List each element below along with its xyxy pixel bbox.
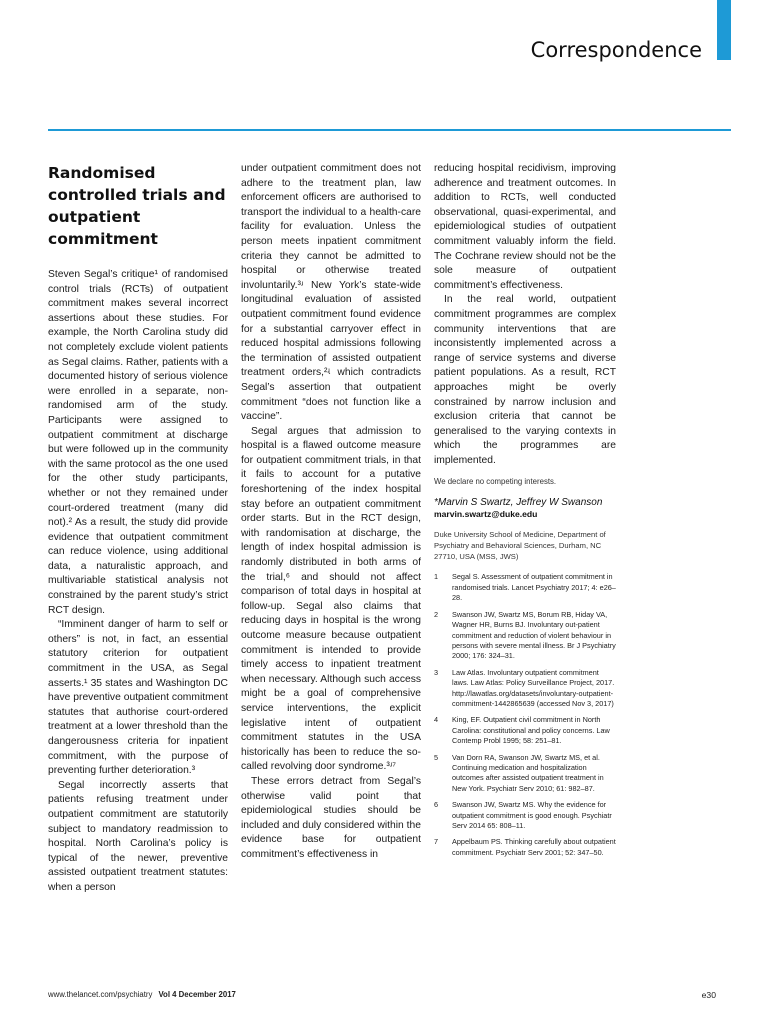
reference-item (434, 800, 616, 831)
paragraph: reducing hospital recidivism, improving adherence and treatment outcomes. In addition to RCTs, well conducted observational, quasi-experimental, and epidemiological studies of outpatient commitment valuably inform the field. The Cochrane review should not be the sole measure of outpatient commitment’s effectiveness. (434, 163, 616, 291)
reference-text: Van Dorn RA, Swanson JW, Swartz MS, et al. Continuing medication and hospitalization outcomes after assisted outpatient treatment in New York. Psychiatr Serv 2010; 61: 982–87. (452, 752, 604, 793)
author-email[interactable]: marvin.swartz@duke.edu (434, 509, 538, 520)
article-title: Randomised controlled trials and outpatient commitment (48, 164, 226, 248)
volume-issue: Vol 4 December 2017 (158, 990, 236, 999)
reference-item (434, 715, 616, 746)
reference-text: Law Atlas. Involuntary outpatient commitment laws. Law Atlas: Policy Surveillance Project, 2017. http://lawatlas.org/datasets/involuntary-outpatient-commitment-1442865639 (accessed Nov 3, 2017) (452, 667, 615, 708)
paragraph: Segal argues that admission to hospital is a flawed outcome measure for outpatient commitment trials, in that it fails to account for a putative foreshortening of the index hospital stay before an outpatient commitment order starts. But in the RCT design, with randomisation at discharge, the length of index hospital admission is randomly distributed in both arms of the trial,⁶ and should not affect comparison of total days in hospital at follow-up. Segal also claims that reducing days in hospital is the wrong outcome measure because outpatient commitment is intended to provide timely access to inpatient treatment when necessary. Although such access might be a goal of comprehensive service interventions, the explicit legislative intent of outpatient commitment statutes in the USA historically has been to reduce the so-called revolving door syndrome.³ʴ⁷ (241, 425, 421, 773)
column-3 (434, 162, 616, 864)
reference-item (434, 668, 616, 710)
reference-text: Swanson JW, Swartz MS. Why the evidence for outpatient commitment is good enough. Psychiatr Serv 2014 65: 808–11. (452, 800, 612, 830)
reference-number: 1 (434, 572, 439, 582)
reference-text: Appelbaum PS. Thinking carefully about outpatient commitment. Psychiatr Serv 2001; 52: 347–50. (452, 837, 616, 857)
section-title: Correspondence (530, 38, 702, 62)
reference-number: 7 (434, 837, 439, 847)
header-rule (48, 129, 731, 131)
author-names: *Marvin S Swartz, Jeffrey W Swanson (434, 497, 603, 509)
column-2 (241, 162, 421, 863)
paragraph: These errors detract from Segal’s otherwise valid point that epidemiological studies should be included and duly considered within the evidence base for outpatient commitment’s effectiveness in (241, 775, 421, 860)
reference-number: 4 (434, 715, 439, 725)
reference-text: Swanson JW, Swartz MS, Borum RB, Hiday VA, Wagner HR, Burns BJ. Involuntary out-patient commitment and reduction of violent behaviour in persons with severe mental illness. Br J Psychiatry 2000; 176: 324–31. (452, 609, 616, 661)
footer-journal (48, 990, 236, 999)
paragraph: “Imminent danger of harm to self or others” is not, in fact, an essential statutory criterion for outpatient commitment in the USA, as Segal asserts.¹ 35 states and Washington DC have preventive outpatient commitment statutes that authorise court-ordered treatment at a lower threshold than the dangerousness criteria for inpatient commitment, with the purpose of preventing further deterioration.³ (48, 619, 228, 777)
reference-item (434, 572, 616, 603)
reference-number: 6 (434, 800, 439, 810)
accent-bar (717, 0, 731, 60)
column-1 (48, 162, 228, 896)
reference-number: 3 (434, 667, 439, 677)
reference-item (434, 610, 616, 662)
page-number: e30 (701, 990, 716, 1000)
reference-number: 5 (434, 752, 439, 762)
journal-url[interactable]: www.thelancet.com/psychiatry (48, 990, 153, 999)
competing-interests: We declare no competing interests. (434, 477, 557, 487)
reference-text: King, EF. Outpatient civil commitment in North Carolina: constitutional and policy concerns. Law Contemp Probl 1995; 58: 251–81. (452, 715, 610, 746)
reference-item (434, 753, 616, 795)
author-affiliation: Duke University School of Medicine, Department of Psychiatry and Behavioral Sciences, Durham, NC 27710, USA (MSS, JWS) (434, 530, 606, 562)
reference-text: Segal S. Assessment of outpatient commitment in randomised trials. Lancet Psychiatry 2017; 4: e26–28. (452, 572, 616, 603)
reference-number: 2 (434, 609, 439, 619)
paragraph: Segal incorrectly asserts that patients refusing treatment under outpatient commitment are statutorily subject to mandatory readmission to hospital. North Carolina’s policy is typical of the newer, preventive assisted outpatient treatment statutes: when a person (48, 779, 228, 893)
paragraph: In the real world, outpatient commitment programmes are complex community interventions that are inconsistently implemented across a range of service systems and diverse patient populations. As a result, RCT approaches might be overly constrained by narrow inclusion and exclusion criteria that cannot be generalised to the varying contexts in which the programmes are implemented. (434, 294, 616, 466)
reference-item (434, 837, 616, 858)
paragraph: under outpatient commitment does not adhere to the treatment plan, law enforcement officers are authorised to transport the individual to a health-care facility for evaluation. Unless the person meets inpatient commitment criteria they cannot be admitted to hospital or otherwise treated involuntarily.³ʴ New York’s state-wide longitudinal evaluation of assisted outpatient commitment found evidence for a substantial carryover effect in reduced hospital admissions following the termination of assisted outpatient treatment orders,²ʵ which contradicts Segal’s assertion that outpatient commitment “does not function like a vaccine”. (241, 163, 421, 423)
paragraph: Steven Segal’s critique¹ of randomised control trials (RCTs) of outpatient commitment makes several incorrect assertions about these studies. For example, the North Carolina study did not completely exclude violent patients as Segal claims. Rather, patients with a documented history of serious violence were enrolled in a separate, non-randomised arm of the study. Participants were assigned to outpatient commitment at discharge but were followed up in the community with the same protocol as the one used for the other study participants, whether or not they remained under court-ordered treatment (many did not).² As a result, the study did provide evidence that outpatient commitment can reduce violence, using additional data, a naturalistic approach, and multivariable statistical analysis not constrained by the parent study’s strict RCT design. (48, 269, 228, 616)
reference-list (434, 572, 616, 858)
